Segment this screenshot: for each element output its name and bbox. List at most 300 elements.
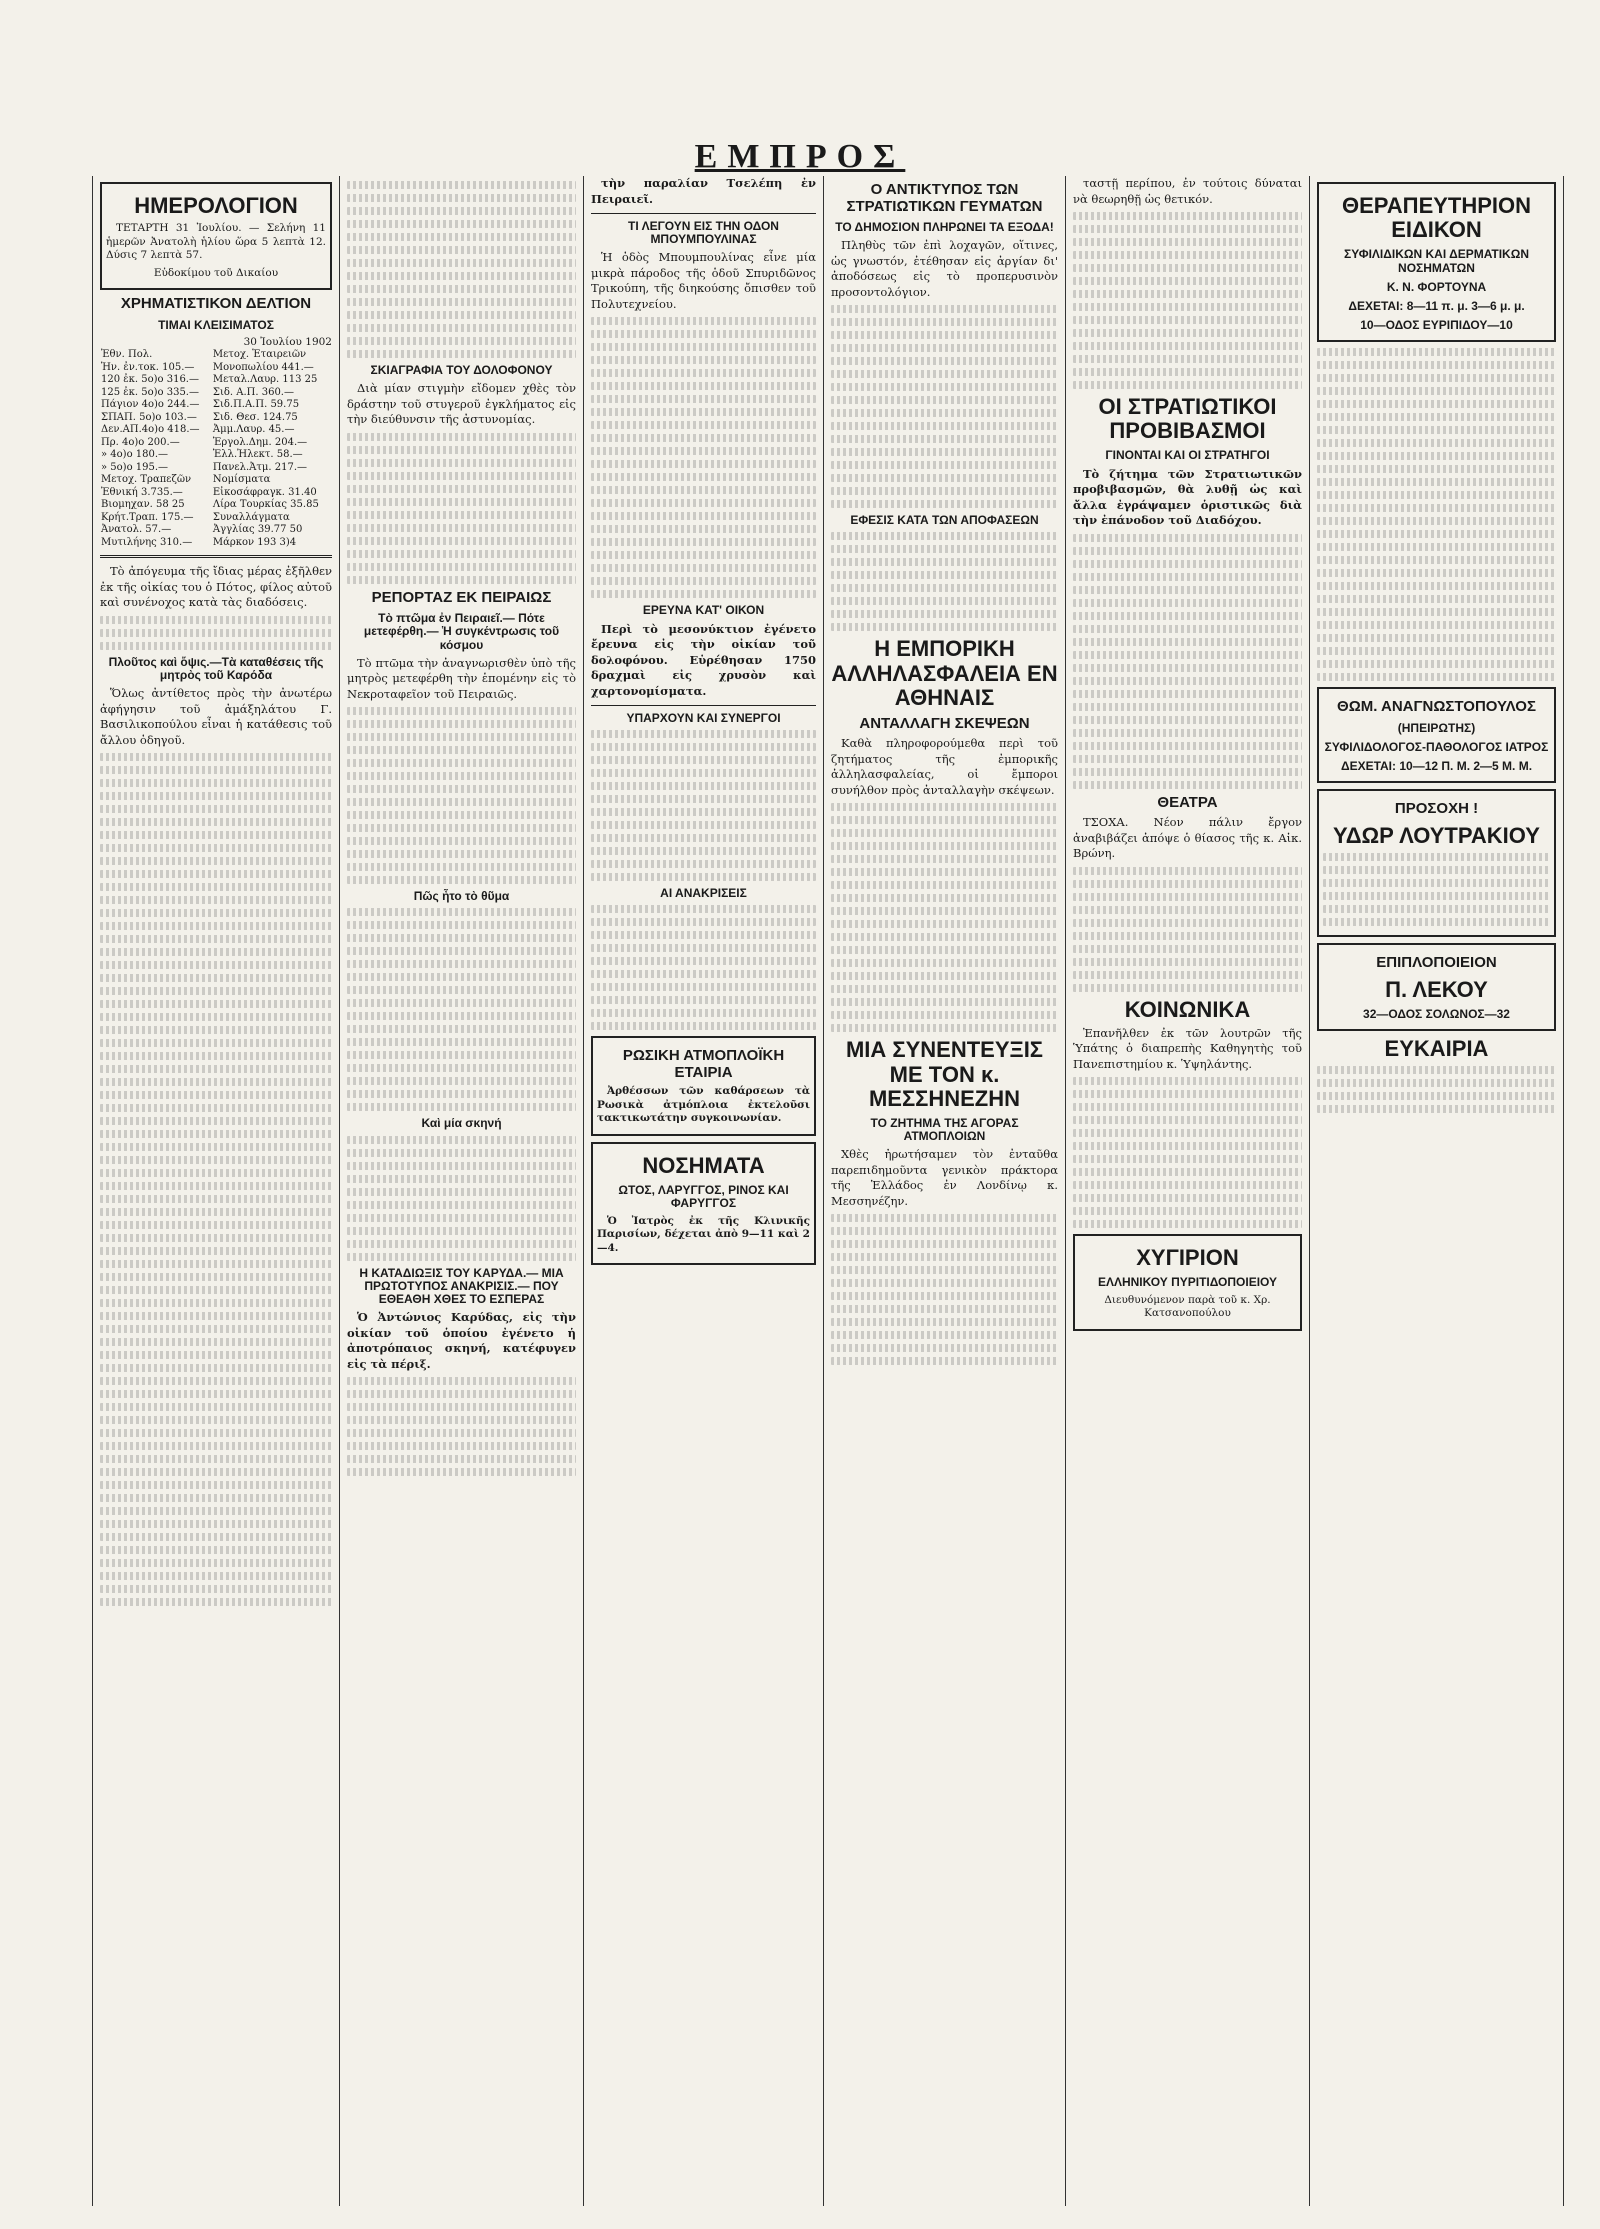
- text-line: [831, 972, 1058, 980]
- text-line: [831, 532, 1058, 540]
- ad-title: ΕΠΙΠΛΟΠΟΙΕΙΟΝ: [1376, 954, 1497, 972]
- text-line: [347, 947, 576, 955]
- text-line: [1073, 677, 1302, 685]
- text-line: [1073, 703, 1302, 711]
- text-line: [347, 563, 576, 571]
- text-line: [1317, 517, 1556, 525]
- text-line: [591, 860, 816, 868]
- article-paragraph: Τὸ ζήτημα τῶν Στρατιωτικῶν προβιβασμῶν, θὰ λυθῇ ὡς καὶ ἄλλα ἐγράψαμεν ὁριστικῶς διὰ τὴν ἐπάνοδον τοῦ Διαδόχου.: [1073, 466, 1302, 528]
- article-paragraph: ταστῇ περίπου, ἐν τούτοις δύναται νὰ θεωρηθῇ ὡς θετικόν.: [1073, 176, 1302, 206]
- text-line: [1073, 573, 1302, 581]
- column-6: [1310, 176, 1564, 2206]
- text-line: [591, 944, 816, 952]
- ad-name: Π. ΛΕΚΟΥ: [1385, 976, 1488, 1002]
- text-line: [347, 707, 576, 715]
- text-line: [1323, 905, 1550, 913]
- text-line: [1073, 716, 1302, 724]
- text-line: [100, 987, 332, 995]
- text-line: [1317, 1092, 1556, 1100]
- text-line: [347, 1175, 576, 1183]
- text-line: [347, 311, 576, 319]
- text-line: [1317, 478, 1556, 486]
- text-line: [831, 907, 1058, 915]
- section-subheading: ΤΟ ΔΗΜΟΣΙΟΝ ΠΛΗΡΩΝΕΙ ΤΑ ΕΞΟΔΑ!: [835, 220, 1054, 234]
- text-line: [1317, 465, 1556, 473]
- text-line: [1317, 491, 1556, 499]
- text-line: [100, 1130, 332, 1138]
- text-line: [831, 396, 1058, 404]
- ad-hours: ΔΕΧΕΤΑΙ: 8—11 π. μ. 3—6 μ. μ.: [1348, 298, 1525, 313]
- article-paragraph: Ὁ Ἀντώνιος Καρύδας, εἰς τὴν οἰκίαν τοῦ ὁποίου ἐγένετο ἡ ἀποτρόπαιος σκηνή, κατέφυγεν εἰς τὰ πέριξ.: [347, 1310, 576, 1371]
- text-line: [1073, 560, 1302, 568]
- text-line: [347, 285, 576, 293]
- text-line: [100, 1104, 332, 1112]
- text-line: [100, 1169, 332, 1177]
- text-line: [831, 1305, 1058, 1313]
- text-line: [347, 485, 576, 493]
- text-line: [100, 857, 332, 865]
- text-line: [1073, 893, 1302, 901]
- text-line: [100, 948, 332, 956]
- text-line: [831, 318, 1058, 326]
- text-line: [347, 472, 576, 480]
- text-line: [1317, 348, 1556, 356]
- calendar-title: ΗΜΕΡΟΛΟΓΙΟΝ: [134, 193, 298, 218]
- furniture-ad: [1317, 943, 1556, 1031]
- section-heading: ΕΡΕΥΝΑ ΚΑΤ' ΟΙΚΟΝ: [642, 603, 765, 618]
- calendar-box: [100, 182, 332, 290]
- ad-subtitle: (ΗΠΕΙΡΩΤΗΣ): [1397, 720, 1476, 735]
- text-line: [347, 798, 576, 806]
- text-line: [1323, 892, 1550, 900]
- section-heading: ΑΙ ΑΝΑΚΡΙΣΕΙΣ: [660, 886, 747, 901]
- text-line: [591, 421, 816, 429]
- text-line: [591, 756, 816, 764]
- text-line: [831, 1279, 1058, 1287]
- article-paragraph: Ἡ ὁδὸς Μπουμπουλίνας εἶνε μία μικρὰ πάροδος τῆς ὁδοῦ Σπυριδῶνος Τρικούπη, τῆς διηκούσης ὄπισθεν τοῦ Πολυτεχνείου.: [591, 250, 816, 311]
- masthead: ΕΜΠΡΟΣ: [694, 138, 906, 175]
- text-line: [347, 259, 576, 267]
- table-row: Μετοχ. Τραπεζῶν Νομίσματα: [101, 474, 271, 486]
- article-paragraph: Πληθὺς τῶν ἐπὶ λοχαγῶν, οἵτινες, ὡς γνωστόν, ἐτέθησαν εἰς ἀργίαν δι' ἀποδόσεως εἰς τὸ προπερυσινὸν προσοντολόγιον.: [831, 238, 1058, 299]
- text-line: [1073, 742, 1302, 750]
- text-line: [831, 1024, 1058, 1032]
- text-line: [831, 610, 1058, 618]
- text-line: [591, 931, 816, 939]
- text-line: [100, 1234, 332, 1242]
- text-line: [100, 1403, 332, 1411]
- text-line: [831, 558, 1058, 566]
- text-line: [1317, 1066, 1556, 1074]
- section-subheading: ΤΟ ΖΗΤΗΜΑ ΤΗΣ ΑΓΟΡΑΣ ΑΤΜΟΠΛΟΙΩΝ: [870, 1116, 1019, 1144]
- text-line: [1073, 971, 1302, 979]
- ad-subtitle: ΥΔΩΡ ΛΟΥΤΡΑΚΙΟΥ: [1333, 822, 1540, 848]
- article-paragraph: Διὰ μίαν στιγμὴν εἴδομεν χθὲς τὸν δράστην τοῦ στυγεροῦ ἐγκλήματος εἰς τὴν διεύθυνσιν τῆς ἀστυνομίας.: [347, 381, 576, 427]
- article-paragraph: Χθὲς ἠρωτήσαμεν τὸν ἐνταῦθα παρεπιδημοῦντα γενικὸν πράκτορα τῆς Ἑλλάδος ἐν Λονδίνῳ κ. Μεσσηνέζην.: [831, 1147, 1058, 1208]
- text-line: [591, 782, 816, 790]
- section-heading: Πῶς ἦτο τὸ θῦμα: [413, 889, 510, 904]
- text-line: [1073, 1194, 1302, 1202]
- text-line: [347, 550, 576, 558]
- text-line: [347, 1149, 576, 1157]
- ad-address: 32—ΟΔΟΣ ΣΟΛΩΝΟΣ—32: [1363, 1006, 1510, 1021]
- text-line: [591, 590, 816, 598]
- text-line: [347, 876, 576, 884]
- text-line: [831, 1318, 1058, 1326]
- text-line: [347, 337, 576, 345]
- text-line: [591, 382, 816, 390]
- text-line: [347, 1051, 576, 1059]
- text-line: [347, 298, 576, 306]
- text-line: [831, 474, 1058, 482]
- text-line: [1073, 534, 1302, 542]
- text-line: [1317, 556, 1556, 564]
- ad-text: Ἀρθέσσων τῶν καθάρσεων τὰ Ρωσικὰ ἀτμόπλοια ἐκτελοῦσι τακτικωτάτην συγκοινωνίαν.: [597, 1085, 810, 1125]
- text-line: [100, 766, 332, 774]
- text-line: [1073, 781, 1302, 789]
- text-line: [347, 207, 576, 215]
- ad-text: Διευθυνόμενον παρὰ τοῦ κ. Χρ. Κατσανοπούλου: [1104, 1293, 1271, 1320]
- text-line: [1073, 342, 1302, 350]
- text-line: [347, 1012, 576, 1020]
- section-heading: Η ΕΜΠΟΡΙΚΗ ΑΛΛΗΛΑΣΦΑΛΕΙΑ ΕΝ ΑΘΗΝΑΙΣ: [831, 636, 1058, 710]
- text-line: [831, 959, 1058, 967]
- ad-address: 10—ΟΔΟΣ ΕΥΡΙΠΙΔΟΥ—10: [1360, 318, 1513, 333]
- text-line: [1073, 1220, 1302, 1228]
- powder-ad: [1073, 1234, 1302, 1330]
- ad-subtitle: ΕΛΛΗΝΙΚΟΥ ΠΥΡΙΤΙΔΟΠΟΙΕΙΟΥ: [1097, 1275, 1278, 1290]
- text-line: [347, 1188, 576, 1196]
- text-line: [347, 1103, 576, 1111]
- text-line: [831, 357, 1058, 365]
- text-line: [831, 435, 1058, 443]
- text-line: [1317, 673, 1556, 681]
- text-line: [347, 1455, 576, 1463]
- text-line: [591, 1009, 816, 1017]
- table-row: 120 ἐκ. 5ο)ο 316.— Μεταλ.Λαυρ. 113 25: [101, 374, 318, 386]
- text-line: [1073, 919, 1302, 927]
- text-line: [347, 576, 576, 584]
- text-line: [347, 233, 576, 241]
- text-line: [591, 905, 816, 913]
- text-line: [831, 1011, 1058, 1019]
- text-line: [1317, 387, 1556, 395]
- text-line: [831, 623, 1058, 631]
- table-row: ΣΠΑΠ. 5ο)ο 103.— Σιδ. Θεσ. 124.75: [101, 411, 298, 423]
- text-line: [100, 1013, 332, 1021]
- text-line: [100, 870, 332, 878]
- text-line: [831, 331, 1058, 339]
- text-line: [100, 1585, 332, 1593]
- text-line: [347, 850, 576, 858]
- text-line: [100, 1429, 332, 1437]
- text-line: [347, 220, 576, 228]
- table-row: Ἀνατολ. 57.— Ἀγγλίας 39.77 50: [101, 524, 303, 536]
- text-line: [347, 1240, 576, 1248]
- ad-title: ΘΩΜ. ΑΝΑΓΝΩΣΤΟΠΟΥΛΟΣ: [1337, 698, 1536, 716]
- text-line: [347, 1201, 576, 1209]
- text-line: [100, 792, 332, 800]
- text-line: [1317, 569, 1556, 577]
- ad-title: ΠΡΟΣΟΧΗ !: [1394, 800, 1479, 818]
- text-line: [347, 733, 576, 741]
- text-line: [347, 720, 576, 728]
- article-paragraph: Καθὰ πληροφορούμεθα περὶ τοῦ ζητήματος τῆς ἐμπορικῆς ἀλληλασφαλείας, οἱ ἔμποροι συνήλθον πρὸς ἀνταλλαγὴν σκέψεων.: [831, 736, 1058, 797]
- text-line: [347, 1162, 576, 1170]
- ad-title: ΧΥΓΙΡΙΟΝ: [1136, 1245, 1239, 1271]
- text-line: [831, 571, 1058, 579]
- text-line: [100, 1286, 332, 1294]
- text-line: [347, 537, 576, 545]
- text-line: [1073, 1155, 1302, 1163]
- text-line: [347, 1416, 576, 1424]
- text-line: [100, 1455, 332, 1463]
- text-line: [591, 808, 816, 816]
- text-line: [1073, 664, 1302, 672]
- section-heading: ΡΕΠΟΡΤΑΖ ΕΚ ΠΕΙΡΑΙΩΣ: [371, 588, 552, 606]
- text-line: [347, 785, 576, 793]
- text-line: [347, 1429, 576, 1437]
- clinic-ad: [591, 1142, 816, 1265]
- section-heading: ΕΦΕΣΙΣ ΚΑΤΑ ΤΩΝ ΑΠΟΦΑΣΕΩΝ: [850, 513, 1039, 528]
- section-heading: ΜΙΑ ΣΥΝΕΝΤΕΥΞΙΣ ΜΕ ΤΟΝ κ. ΜΕΣΣΗΝΕΖΗΝ: [845, 1037, 1044, 1111]
- finance-title: ΧΡΗΜΑΤΙΣΤΙΚΟΝ ΔΕΛΤΙΟΝ: [120, 295, 312, 313]
- text-line: [1317, 1079, 1556, 1087]
- text-line: [1317, 413, 1556, 421]
- table-row: Πρ. 4ο)ο 200.— Ἐργολ.Δημ. 204.—: [101, 436, 308, 448]
- ad-doctor-name: Κ. Ν. ΦΟΡΤΟΥΝΑ: [1386, 279, 1487, 294]
- text-line: [100, 1442, 332, 1450]
- text-line: [831, 868, 1058, 876]
- text-line: [1073, 586, 1302, 594]
- text-line: [100, 1520, 332, 1528]
- text-line: [591, 769, 816, 777]
- text-line: [831, 409, 1058, 417]
- text-line: [1073, 212, 1302, 220]
- section-heading: ΘΕΑΤΡΑ: [1157, 793, 1218, 811]
- text-line: [831, 584, 1058, 592]
- text-line: [591, 551, 816, 559]
- clinic-ad: [1317, 182, 1556, 342]
- text-line: [831, 487, 1058, 495]
- text-line: [831, 842, 1058, 850]
- text-line: [831, 803, 1058, 811]
- text-line: [831, 946, 1058, 954]
- text-line: [591, 447, 816, 455]
- text-line: [100, 1208, 332, 1216]
- text-line: [831, 829, 1058, 837]
- text-line: [100, 1325, 332, 1333]
- text-line: [1073, 867, 1302, 875]
- text-line: [591, 795, 816, 803]
- text-line: [591, 317, 816, 325]
- text-line: [347, 759, 576, 767]
- text-line: [831, 933, 1058, 941]
- text-line: [100, 935, 332, 943]
- text-line: [347, 772, 576, 780]
- text-line: [1073, 303, 1302, 311]
- text-line: [100, 896, 332, 904]
- text-line: [1317, 660, 1556, 668]
- table-row: Μυτιλήνης 310.— Μάρκον 193 3)4: [101, 536, 297, 548]
- text-line: [100, 629, 332, 637]
- section-subheading: ΓΙΝΟΝΤΑΙ ΚΑΙ ΟΙ ΣΤΡΑΤΗΓΟΙ: [1105, 448, 1270, 463]
- text-line: [100, 922, 332, 930]
- text-line: [100, 909, 332, 917]
- text-line: [831, 370, 1058, 378]
- text-line: [1073, 277, 1302, 285]
- text-line: [831, 1292, 1058, 1300]
- section-heading: Η ΚΑΤΑΔΙΩΞΙΣ ΤΟΥ ΚΑΡΥΔΑ.— ΜΙΑ ΠΡΩΤΟΤΥΠΟΣ ΑΝΑΚΡΙΣΙΣ.— ΠΟΥ ΕΘΕΑΘΗ ΧΘΕΣ ΤΟ ΕΣΠΕΡΑΣ: [359, 1265, 564, 1306]
- text-line: [100, 1117, 332, 1125]
- section-heading: ΟΙ ΣΤΡΑΤΙΩΤΙΚΟΙ ΠΡΟΒΙΒΑΣΜΟΙ: [1098, 394, 1277, 444]
- text-line: [591, 330, 816, 338]
- text-line: [1073, 945, 1302, 953]
- text-line: [831, 422, 1058, 430]
- text-line: [1073, 599, 1302, 607]
- article-paragraph: τὴν παραλίαν Τσελέπη ἐν Πειραιεῖ.: [591, 176, 816, 206]
- columns-grid: [92, 176, 1564, 2206]
- text-line: [1073, 651, 1302, 659]
- text-line: [100, 1195, 332, 1203]
- table-row: Πάγιον 4ο)ο 244.— Σιδ.Π.Α.Π. 59.75: [101, 399, 300, 411]
- prices-date: 30 Ἰουλίου 1902: [243, 335, 332, 348]
- text-line: [347, 863, 576, 871]
- section-subheading: Τὸ πτῶμα ἐν Πειραιεῖ.— Πότε μετεφέρθη.— Ἡ συγκέντρωσις τοῦ κόσμου: [363, 611, 560, 652]
- text-line: [1317, 504, 1556, 512]
- text-line: [1073, 1116, 1302, 1124]
- text-line: [591, 834, 816, 842]
- text-line: [347, 811, 576, 819]
- column-4: [824, 176, 1066, 2206]
- table-row: 125 ἐκ. 5ο)ο 335.— Σιδ. Α.Π. 360.—: [101, 386, 294, 398]
- text-line: [347, 1253, 576, 1261]
- text-line: [1073, 768, 1302, 776]
- text-line: [591, 873, 816, 881]
- text-line: [1073, 729, 1302, 737]
- text-line: [1073, 984, 1302, 992]
- text-line: [347, 746, 576, 754]
- text-line: [1073, 932, 1302, 940]
- doctor-ad: [1317, 687, 1556, 783]
- text-line: [100, 831, 332, 839]
- text-line: [1073, 368, 1302, 376]
- text-line: [100, 1364, 332, 1372]
- shipping-ad: [591, 1036, 816, 1136]
- text-line: [1073, 958, 1302, 966]
- text-line: [347, 1377, 576, 1385]
- text-line: [100, 1156, 332, 1164]
- rates-table: [100, 349, 332, 549]
- text-line: [591, 918, 816, 926]
- text-line: [100, 616, 332, 624]
- section-heading: ΚΟΙΝΩΝΙΚΑ: [1124, 996, 1251, 1022]
- table-row: Ἐθν. Πολ. Μετοχ. Ἑταιρειῶν: [101, 349, 307, 361]
- text-line: [591, 538, 816, 546]
- text-line: [591, 730, 816, 738]
- text-line: [347, 1214, 576, 1222]
- text-line: [1073, 755, 1302, 763]
- text-line: [1317, 374, 1556, 382]
- text-line: [100, 961, 332, 969]
- text-line: [1317, 426, 1556, 434]
- text-line: [591, 369, 816, 377]
- text-line: [100, 818, 332, 826]
- text-line: [831, 855, 1058, 863]
- text-line: [347, 272, 576, 280]
- text-line: [347, 350, 576, 358]
- text-line: [347, 511, 576, 519]
- text-line: [100, 1572, 332, 1580]
- text-line: [100, 1338, 332, 1346]
- text-line: [591, 473, 816, 481]
- text-line: [831, 545, 1058, 553]
- text-line: [100, 1078, 332, 1086]
- text-line: [100, 974, 332, 982]
- text-line: [831, 344, 1058, 352]
- text-line: [100, 1416, 332, 1424]
- prices-title: ΤΙΜΑΙ ΚΛΕΙΣΙΜΑΤΟΣ: [158, 317, 274, 332]
- text-line: [591, 847, 816, 855]
- text-line: [100, 1533, 332, 1541]
- text-line: [100, 1312, 332, 1320]
- text-line: [591, 821, 816, 829]
- ad-title: ΝΟΣΗΜΑΤΑ: [642, 1152, 765, 1178]
- section-heading: Καὶ μία σκηνή: [421, 1116, 502, 1131]
- text-line: [591, 356, 816, 364]
- ad-hours: ΔΕΧΕΤΑΙ: 10—12 Π. Μ. 2—5 Μ. Μ.: [1340, 759, 1533, 774]
- text-line: [591, 996, 816, 1004]
- text-line: [347, 837, 576, 845]
- text-line: [831, 1331, 1058, 1339]
- text-line: [1317, 647, 1556, 655]
- text-line: [831, 597, 1058, 605]
- text-line: [831, 461, 1058, 469]
- table-row: Δεν.ΑΠ.4ο)ο 418.— Ἀμμ.Λαυρ. 45.—: [101, 424, 295, 436]
- text-line: [100, 1299, 332, 1307]
- section-heading: ΣΚΙΑΓΡΑΦΙΑ ΤΟΥ ΔΟΛΟΦΟΝΟΥ: [370, 363, 553, 377]
- text-line: [591, 434, 816, 442]
- text-line: [591, 486, 816, 494]
- text-line: [831, 1253, 1058, 1261]
- text-line: [831, 985, 1058, 993]
- ad-subtitle: ΩΤΟΣ, ΛΑΡΥΓΓΟΣ, ΡΙΝΟΣ ΚΑΙ ΦΑΡΥΓΓΟΣ: [618, 1183, 789, 1211]
- text-line: [100, 1143, 332, 1151]
- text-line: [1073, 1090, 1302, 1098]
- text-line: [100, 1390, 332, 1398]
- text-line: [347, 1077, 576, 1085]
- text-line: [347, 1025, 576, 1033]
- text-line: [100, 1494, 332, 1502]
- text-line: [591, 395, 816, 403]
- water-ad: [1317, 789, 1556, 937]
- text-line: [591, 512, 816, 520]
- text-line: [347, 824, 576, 832]
- text-line: [831, 920, 1058, 928]
- text-line: [100, 753, 332, 761]
- saint-of-day: Εὐδοκίμου τοῦ Δικαίου: [153, 266, 279, 279]
- section-heading: Ο ΑΝΤΙΚΤΥΠΟΣ ΤΩΝ ΣΤΡΑΤΙΩΤΙΚΩΝ ΓΕΥΜΑΤΩΝ: [846, 181, 1043, 215]
- text-line: [831, 1214, 1058, 1222]
- text-line: [591, 983, 816, 991]
- text-line: [1317, 361, 1556, 369]
- text-line: [347, 194, 576, 202]
- table-row: Κρήτ.Τραπ. 175.— Συναλλάγματα: [101, 511, 290, 523]
- text-line: [347, 498, 576, 506]
- text-line: [831, 816, 1058, 824]
- text-line: [100, 1247, 332, 1255]
- text-line: [831, 500, 1058, 508]
